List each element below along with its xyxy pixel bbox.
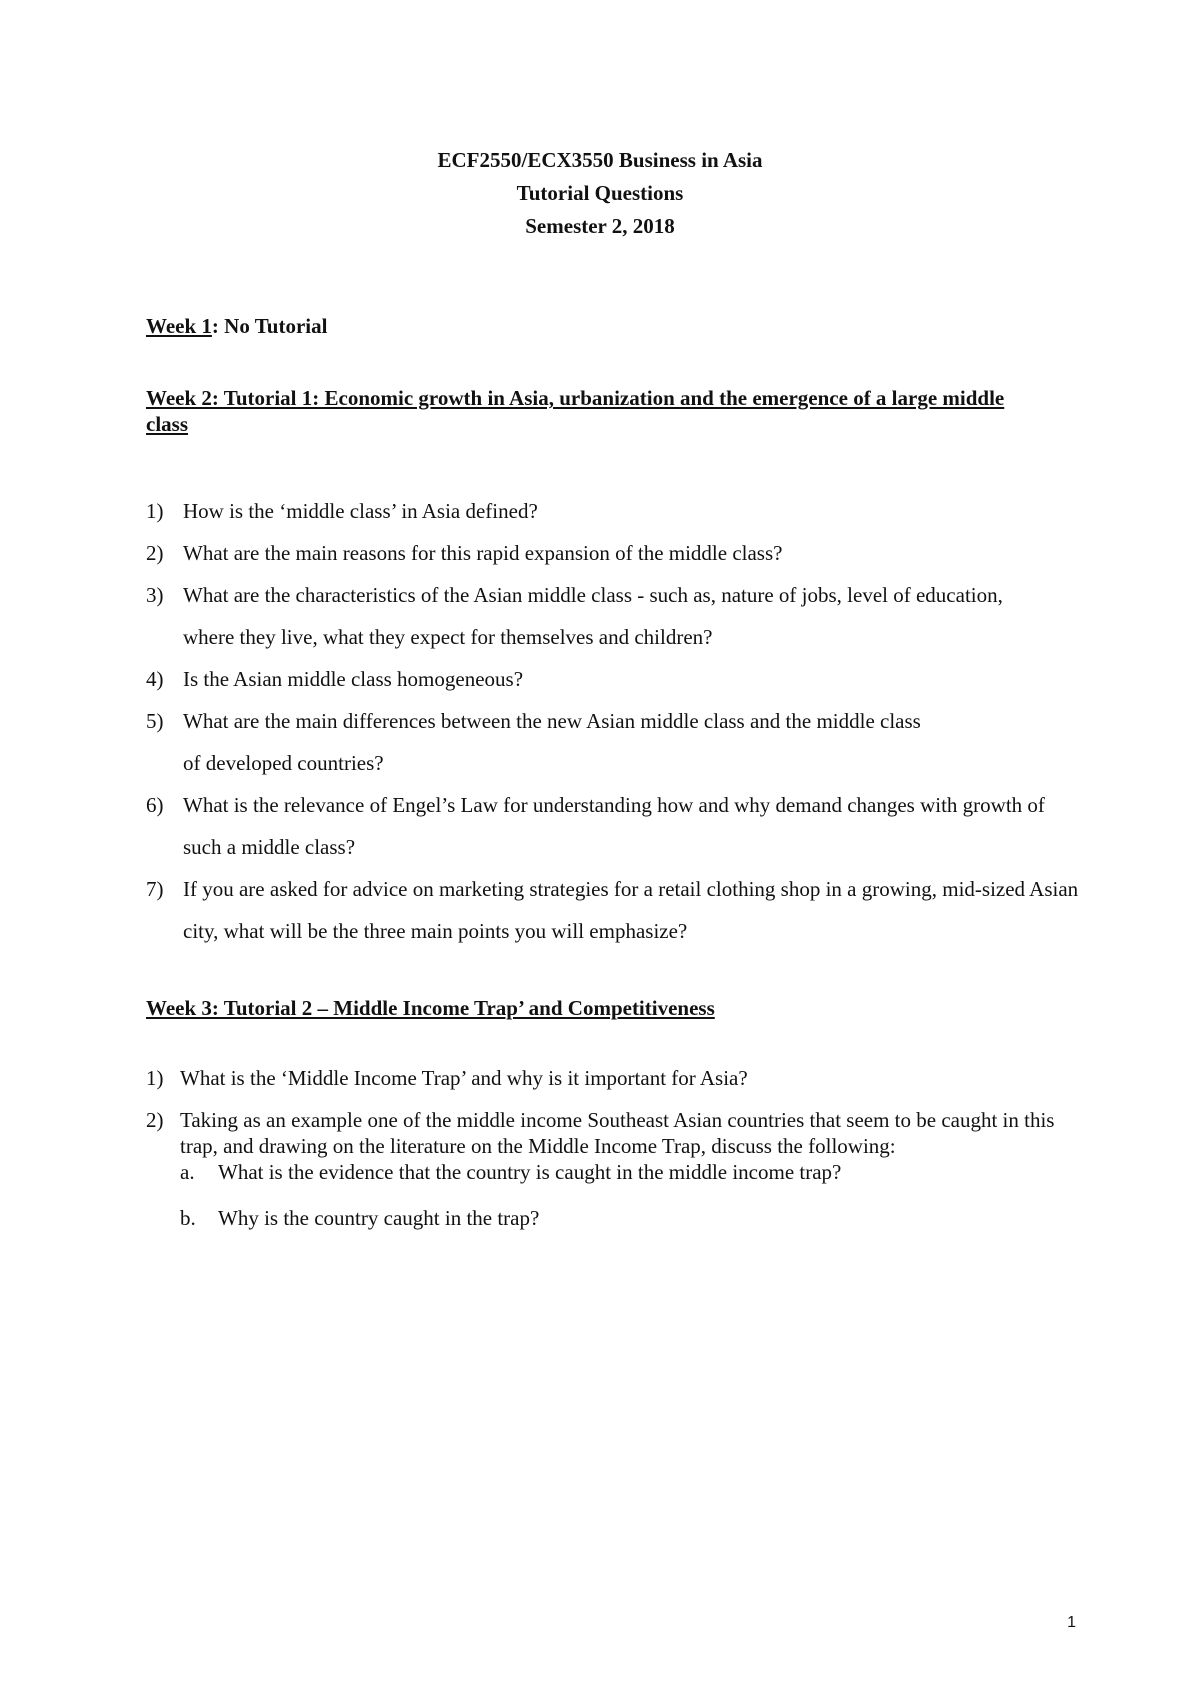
question-text: What are the main differences between the new Asian middle class and the middle class of developed countries? — [183, 709, 921, 775]
week3-question-list — [146, 1065, 1086, 1251]
question-text: What is the relevance of Engel’s Law for understanding how and why demand changes with growth of such a middle class? — [183, 793, 1045, 859]
document-title: Tutorial Questions — [516, 181, 684, 205]
question-number: 1) — [146, 499, 164, 523]
week1-label: Week 1 — [146, 314, 212, 338]
question-text: What are the characteristics of the Asian middle class - such as, nature of jobs, level of education, where they live, what they expect for themselves and children? — [183, 583, 1003, 649]
list-item — [146, 490, 1086, 532]
document-header — [0, 144, 1200, 243]
question-number: 4) — [146, 667, 164, 691]
question-number: 5) — [146, 709, 164, 733]
week3-heading: Week 3: Tutorial 2 – Middle Income Trap’ and Competitiveness — [146, 996, 715, 1020]
question-number: 2) — [146, 541, 164, 565]
list-item — [146, 784, 1086, 868]
question-text: How is the ‘middle class’ in Asia defined? — [183, 499, 538, 523]
question-number: 6) — [146, 793, 164, 817]
subquestion-text: What is the evidence that the country is caught in the middle income trap? — [218, 1160, 842, 1184]
week1-text: : No Tutorial — [211, 314, 328, 338]
week2-question-list — [146, 490, 1086, 952]
question-text: What are the main reasons for this rapid expansion of the middle class? — [183, 541, 783, 565]
subquestion-letter: b. — [180, 1206, 196, 1230]
question-text: Is the Asian middle class homogeneous? — [183, 667, 524, 691]
list-item — [146, 532, 1086, 574]
list-item — [146, 868, 1086, 952]
list-item — [146, 1065, 1086, 1091]
subquestion-list — [180, 1159, 1086, 1231]
subquestion-letter: a. — [180, 1160, 195, 1184]
week2-heading: Week 2: Tutorial 1: Economic growth in Asia, urbanization and the emergence of a large middle class — [146, 386, 1005, 436]
list-item — [180, 1205, 1086, 1231]
question-text: If you are asked for advice on marketing strategies for a retail clothing shop in a growing, mid-sized Asian city, what will be the three main points you will emphasize? — [183, 877, 1079, 943]
list-item — [180, 1159, 1086, 1185]
list-item — [146, 1107, 1086, 1231]
week1-line — [146, 314, 327, 339]
question-text: Taking as an example one of the middle income Southeast Asian countries that seem to be caught in this trap, and drawing on the literature on the Middle Income Trap, discuss the following: — [180, 1108, 1055, 1158]
question-text: What is the ‘Middle Income Trap’ and why is it important for Asia? — [180, 1066, 748, 1090]
list-item — [146, 700, 1086, 784]
question-number: 3) — [146, 583, 164, 607]
question-number: 2) — [146, 1108, 164, 1132]
page-number: 1 — [1067, 1614, 1076, 1631]
subquestion-text: Why is the country caught in the trap? — [218, 1206, 540, 1230]
semester-label: Semester 2, 2018 — [525, 214, 675, 238]
list-item — [146, 574, 1086, 658]
course-title: ECF2550/ECX3550 Business in Asia — [437, 148, 763, 172]
list-item — [146, 658, 1086, 700]
question-number: 7) — [146, 877, 164, 901]
question-number: 1) — [146, 1066, 164, 1090]
